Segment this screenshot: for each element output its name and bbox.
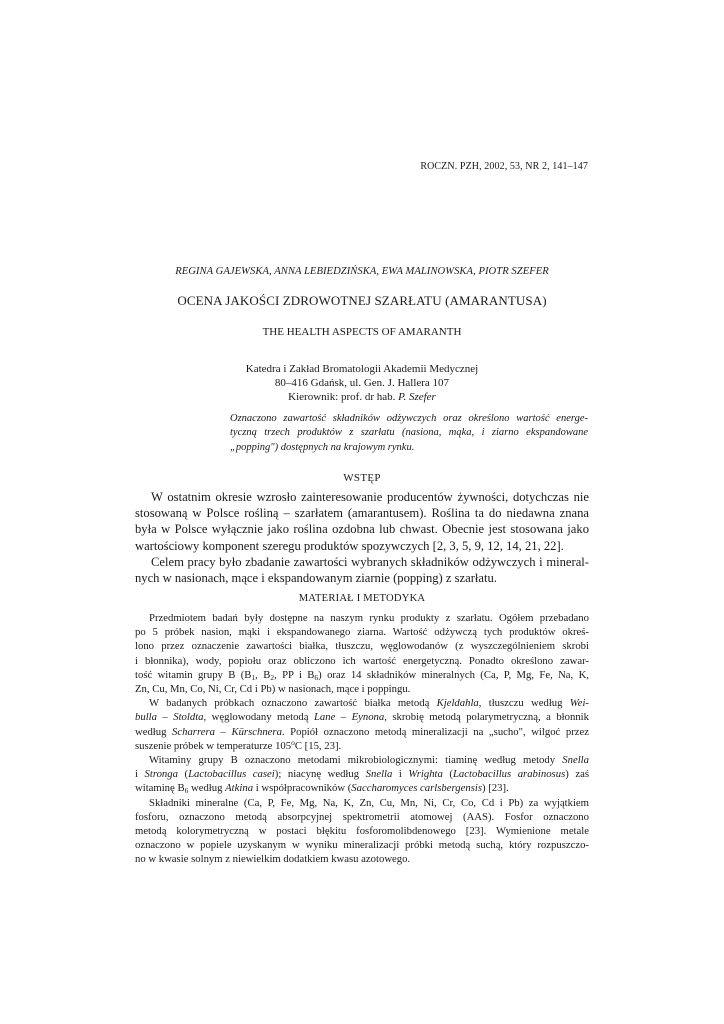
- italic-run: Wei-: [569, 697, 589, 710]
- methods-line: [135, 725, 589, 739]
- methods-line: metodą kolorymetryczną w postaci błękitu fosforomolibdenowego [23]. Wymienione metale: [135, 825, 589, 838]
- text-run: tość witamin grupy B (B: [135, 668, 252, 681]
- methods-line: lono przez oznaczenie zawartości białka, tłuszczu, węglowodanów (z wyszczególnieniem skrobi: [135, 640, 589, 653]
- text-run: ) [23].: [482, 782, 509, 795]
- methods-line: fosforu, oznaczono metodą absorpcyjnej spektrometrii atomowej (AAS). Fosfor oznaczono: [135, 810, 589, 823]
- methods-line: po 5 próbek nasion, mąki i ekspandowanego ziarna. Wartość odżywczą tych produktów okreś-: [135, 626, 589, 639]
- affiliation: [135, 362, 589, 404]
- subscript: 6: [184, 786, 189, 796]
- affiliation-line: Katedra i Zakład Bromatologii Akademii Medycznej: [245, 363, 479, 375]
- italic-run: bulla – Stoldta: [135, 711, 204, 724]
- methods-line: [135, 696, 589, 710]
- methods-line: [135, 739, 589, 753]
- italic-run: Stronga: [144, 768, 178, 781]
- subscript: 1: [251, 672, 256, 682]
- methods-line: Zn, Cu, Mn, Co, Ni, Cr, Cd i Pb) w nasionach, mące i poppingu.: [135, 683, 411, 696]
- section-heading-intro: WSTĘP: [343, 472, 381, 484]
- superscript: o: [291, 737, 295, 747]
- abstract-line: Oznaczono zawartość składników odżywczych oraz określono wartość energe-: [230, 413, 588, 424]
- text-run: ) zaś: [565, 768, 589, 781]
- affiliation-line: 80–416 Gdańsk, ul. Gen. J. Hallera 107: [274, 377, 450, 389]
- text-run: (: [442, 768, 453, 781]
- section-heading-methods: MATERIAŁ I METODYKA: [298, 593, 426, 604]
- text-run: witaminę B: [135, 782, 185, 795]
- methods-line: [135, 710, 589, 724]
- text-run: według: [135, 725, 173, 738]
- italic-run: Scharrera – Kürschnera: [172, 725, 282, 738]
- abstract: [230, 412, 588, 455]
- text-run: według: [188, 782, 226, 795]
- text-run: ); niacynę według: [274, 768, 366, 781]
- italic-run: Snella: [562, 754, 589, 767]
- italic-run: Lactobacillus arabinosus: [452, 768, 566, 781]
- italic-run: Wrighta: [408, 768, 443, 781]
- subscript: 2: [270, 672, 275, 682]
- methods-line: [135, 753, 589, 767]
- italic-run: Snella: [365, 768, 393, 781]
- intro-line: była w Polsce wyłącznie jako roślina ozdobna lub chwast. Obecnie jest stosowana jako: [135, 522, 589, 537]
- affiliation-head-name: P. Szefer: [398, 391, 436, 403]
- text-run: , PP i B: [274, 668, 315, 681]
- methods-line: [135, 767, 589, 781]
- text-run: W badanych próbkach oznaczono zawartość białka metodą: [149, 697, 437, 710]
- methods-line: oznaczono w popiele uzyskanym w wyniku mineralizacji próbki metodą suchą, który rozpuszczo-: [135, 839, 589, 852]
- text-run: suszenie próbek w temperaturze 105: [135, 739, 292, 752]
- text-run: Witaminy grupy B oznaczono metodami mikrobiologicznymi: tiaminę według metody: [149, 754, 563, 767]
- text-run: C [15, 23].: [294, 739, 342, 752]
- methods-line: Przedmiotem badań były dostępne na naszym rynku produkty z szarłatu. Ogółem przebadano: [149, 612, 589, 624]
- title-polish: OCENA JAKOŚCI ZDROWOTNEJ SZARŁATU (AMARANTUSA): [177, 293, 547, 308]
- authors-line: REGINA GAJEWSKA, ANNA LEBIEDZIŃSKA, EWA MALINOWSKA, PIOTR SZEFER: [175, 266, 549, 277]
- text-run: . Popiół oznaczono metodą mineralizacji na „sucho", wilgoć przez: [281, 725, 589, 738]
- intro-line: Celem pracy było zbadanie zawartości wybranych składników odżywczych i mineral-: [151, 554, 589, 569]
- text-run: , węglowodany metodą: [203, 711, 314, 724]
- journal-reference: ROCZN. PZH, 2002, 53, NR 2, 141–147: [420, 161, 588, 172]
- text-run: , B: [255, 668, 271, 681]
- intro-line: stosowaną w Polsce rośliną – szarłatem (amarantusem). Roślina ta do niedawna znana: [135, 506, 589, 521]
- italic-run: Lane – Eynona: [313, 711, 385, 724]
- text-run: i: [135, 768, 145, 781]
- italic-run: Atkina: [225, 782, 254, 795]
- text-run: ) oraz 14 składników mineralnych (Ca, P, Mg, Fe, Na, K,: [318, 668, 589, 681]
- abstract-line: „popping") dostępnych na krajowym rynku.: [230, 441, 415, 453]
- abstract-line: tyczną trzech produktów z szarłatu (nasiona, mąka, i ziarno ekspandowane: [230, 427, 588, 439]
- methods-line: [135, 781, 589, 795]
- methods-line: i błonnika), wody, popiołu oraz obliczono ich wartość energetyczną. Ponadto określono zawar-: [135, 654, 589, 667]
- text-run: , skrobię metodą polarymetryczną, a błonnik: [384, 711, 589, 724]
- text-run: (: [177, 768, 189, 781]
- italic-run: Lactobacillus casei: [188, 768, 275, 781]
- methods-line: [135, 668, 589, 682]
- affiliation-head-label: Kierownik: prof. dr hab.: [288, 391, 399, 403]
- italic-run: Kjeldahla: [436, 697, 479, 710]
- intro-line: wartościowy komponent szeregu produktów spozywczych [2, 3, 5, 9, 12, 14, 21, 22].: [135, 538, 564, 553]
- methods-section: [135, 611, 589, 867]
- intro-line: nych w nasionach, mące i ekspandowanym ziarnie (popping) z szarłatu.: [135, 571, 497, 586]
- subscript: 6: [314, 672, 319, 682]
- text-run: , tłuszczu według: [478, 697, 570, 710]
- text-run: i: [392, 768, 409, 781]
- text-run: i współpracowników (: [253, 782, 352, 795]
- intro-section: [135, 489, 589, 586]
- methods-line: no w kwasie solnym z niewielkim dodatkiem kwasu azotowego.: [135, 853, 411, 866]
- methods-line: Składniki mineralne (Ca, P, Fe, Mg, Na, K, Zn, Cu, Mn, Ni, Cr, Co, Cd i Pb) za wyjątkiem: [149, 796, 589, 809]
- italic-run: Saccharomyces carlsbergensis: [351, 782, 482, 795]
- title-english: THE HEALTH ASPECTS OF AMARANTH: [262, 326, 462, 338]
- intro-line: W ostatnim okresie wzrosło zainteresowanie producentów żywności, dotychczas nie: [151, 490, 589, 504]
- affiliation-head-line: [135, 390, 589, 404]
